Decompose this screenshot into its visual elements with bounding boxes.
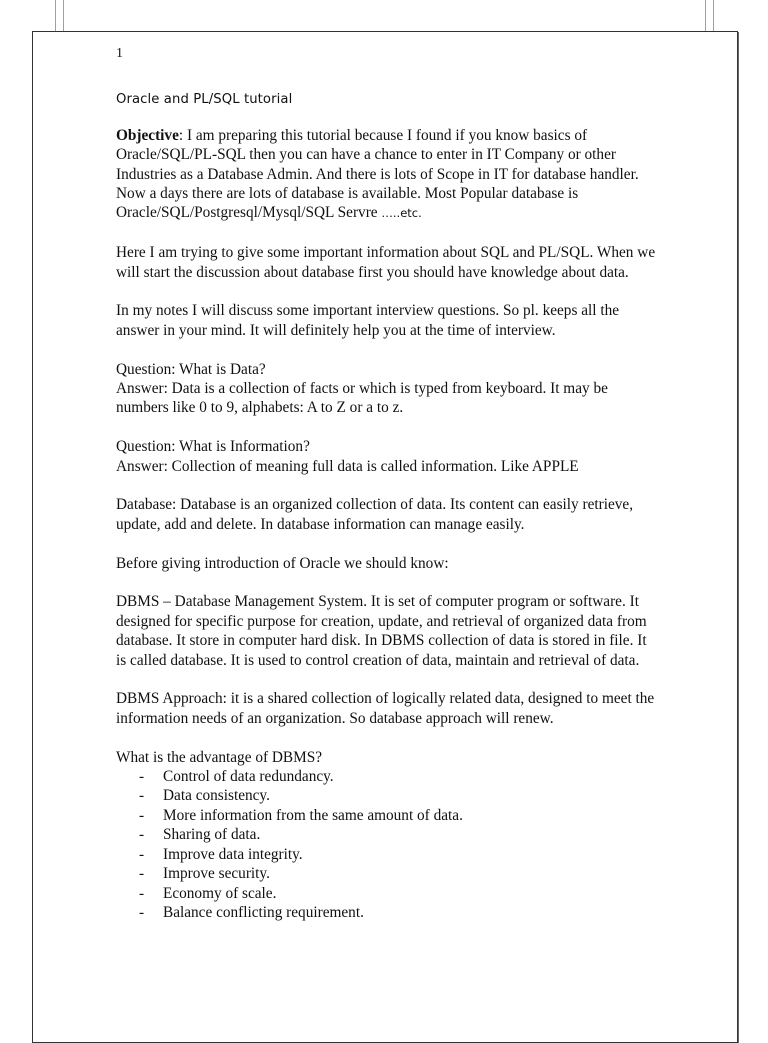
document-title: Oracle and PL/SQL tutorial xyxy=(116,92,293,108)
list-item xyxy=(116,786,656,805)
dbms-paragraph: DBMS – Database Management System. It is set of computer program or software. It designed for specific purpose for creation, update, and retrieval of organized data from database. It store in computer hard disk. In DBMS collection of data is stored in file. It is called database. It is used to control creation of data, maintain and retrieval of data. xyxy=(116,593,647,669)
list-item-text: Balance conflicting requirement. xyxy=(163,903,364,921)
list-item-text: Data consistency. xyxy=(163,787,270,805)
before-paragraph: Before giving introduction of Oracle we should know: xyxy=(116,554,449,572)
list-bullet: - xyxy=(139,806,145,824)
list-item xyxy=(116,864,656,883)
list-bullet: - xyxy=(139,826,145,844)
list-item xyxy=(116,884,656,903)
intro-paragraph: Here I am trying to give some important information about SQL and PL/SQL. When we will start the discussion about database first you should have knowledge about data. xyxy=(116,244,656,281)
dbms-approach-paragraph: DBMS Approach: it is a shared collection of logically related data, designed to meet the information needs of an organization. So database approach will renew. xyxy=(116,690,655,727)
list-item xyxy=(116,825,656,844)
list-bullet: - xyxy=(139,768,145,786)
list-item xyxy=(116,903,656,922)
list-bullet: - xyxy=(139,865,145,883)
advantage-heading: What is the advantage of DBMS? xyxy=(116,748,323,766)
objective-paragraph xyxy=(116,126,656,224)
advantage-list xyxy=(116,767,656,922)
list-bullet: - xyxy=(139,845,145,863)
list-item-text: More information from the same amount of data. xyxy=(163,806,463,824)
list-bullet: - xyxy=(139,787,145,805)
objective-label: Objective xyxy=(116,126,179,144)
answer-data: Answer: Data is a collection of facts or which is typed from keyboard. It may be numbers like 0 to 9, alphabets: A to Z or a to z. xyxy=(116,380,608,417)
list-item-text: Control of data redundancy. xyxy=(163,768,334,786)
list-item-text: Sharing of data. xyxy=(163,826,261,844)
page-number: 1 xyxy=(116,46,123,61)
objective-etc: …..etc. xyxy=(381,206,422,221)
objective-text: : I am preparing this tutorial because I found if you know basics of Oracle/SQL/PL-SQL then you can have a chance to enter in IT Company or other Industries as a Database Admin. And there is lots of Scope in IT for database handler. Now a days there are lots of database is available. Most Popular database is Oracle/SQL/Postgresql/Mysql/SQL Servre xyxy=(116,126,639,222)
list-item-text: Economy of scale. xyxy=(163,884,277,902)
page-content xyxy=(116,44,656,922)
list-bullet: - xyxy=(139,903,145,921)
question-data: Question: What is Data? xyxy=(116,360,266,378)
database-paragraph: Database: Database is an organized collection of data. Its content can easily retrieve, update, add and delete. In database information can manage easily. xyxy=(116,496,634,533)
list-item-text: Improve data integrity. xyxy=(163,845,303,863)
list-bullet: - xyxy=(139,884,145,902)
list-item-text: Improve security. xyxy=(163,865,270,883)
notes-paragraph: In my notes I will discuss some important interview questions. So pl. keeps all the answer in your mind. It will definitely help you at the time of interview. xyxy=(116,302,620,339)
list-item xyxy=(116,845,656,864)
list-item xyxy=(116,767,656,786)
answer-information: Answer: Collection of meaning full data is called information. Like APPLE xyxy=(116,457,579,475)
list-item xyxy=(116,806,656,825)
question-information: Question: What is Information? xyxy=(116,438,310,456)
